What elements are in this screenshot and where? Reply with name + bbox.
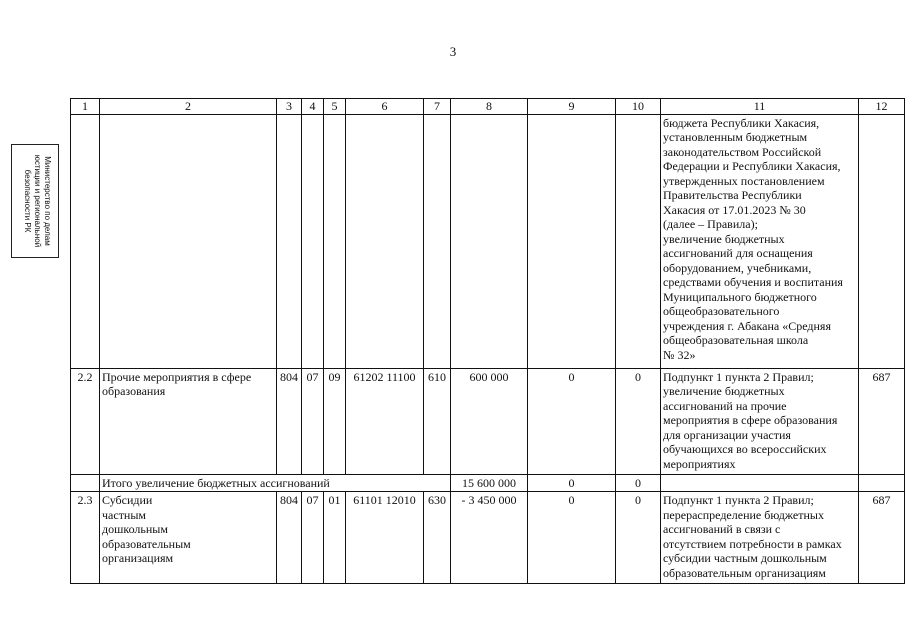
cell-col9: 0 bbox=[528, 368, 616, 474]
column-header: 7 bbox=[424, 99, 451, 115]
row-number: 2.2 bbox=[71, 368, 100, 474]
cell-col10: 0 bbox=[616, 368, 661, 474]
cell-col7: 610 bbox=[424, 368, 451, 474]
column-header: 2 bbox=[100, 99, 277, 115]
stamp-line-3: безопасности РК bbox=[23, 169, 32, 233]
cell-col4: 07 bbox=[302, 368, 324, 474]
cell-col8: - 3 450 000 bbox=[451, 492, 528, 584]
column-header: 11 bbox=[661, 99, 859, 115]
cell-col3: 804 bbox=[277, 368, 302, 474]
justification-text: Подпункт 1 пункта 2 Правил; перераспределение бюджетных ассигнований в связи с отсутствием потребности в рамках субсидии частным дошкольным образовательным организациям bbox=[661, 492, 859, 584]
total-col10: 0 bbox=[616, 474, 661, 492]
column-header: 12 bbox=[859, 99, 905, 115]
cell-col4: 07 bbox=[302, 492, 324, 584]
cell-col5: 09 bbox=[324, 368, 346, 474]
table-row-continuation bbox=[71, 114, 905, 368]
cell-col12: 687 bbox=[859, 492, 905, 584]
registration-stamp bbox=[11, 144, 59, 258]
column-header: 3 bbox=[277, 99, 302, 115]
column-header: 10 bbox=[616, 99, 661, 115]
cell-col3: 804 bbox=[277, 492, 302, 584]
cell-col10: 0 bbox=[616, 492, 661, 584]
cell-col6: 61202 11100 bbox=[346, 368, 424, 474]
cell-col9: 0 bbox=[528, 492, 616, 584]
column-header: 8 bbox=[451, 99, 528, 115]
stamp-line-2: юстиции и региональной bbox=[33, 154, 42, 248]
cell-col12: 687 bbox=[859, 368, 905, 474]
header-row bbox=[71, 99, 905, 115]
table-row-total bbox=[71, 474, 905, 492]
total-col8: 15 600 000 bbox=[451, 474, 528, 492]
page-number: 3 bbox=[449, 44, 457, 59]
row-name: Прочие мероприятия в сфере образования bbox=[100, 368, 277, 474]
justification-text: Подпункт 1 пункта 2 Правил; увеличение бюджетных ассигнований на прочие мероприятия в сфере образования для организации участия обучающихся во всероссийских мероприятиях bbox=[661, 368, 859, 474]
row-number: 2.3 bbox=[71, 492, 100, 584]
total-col9: 0 bbox=[528, 474, 616, 492]
budget-table bbox=[70, 98, 905, 584]
cell-col8: 600 000 bbox=[451, 368, 528, 474]
cell-col7: 630 bbox=[424, 492, 451, 584]
stamp-line-1: Министерство по делам bbox=[43, 156, 52, 246]
table-row-2-2 bbox=[71, 368, 905, 474]
column-header: 5 bbox=[324, 99, 346, 115]
table-row-2-3 bbox=[71, 492, 905, 584]
total-label: Итого увеличение бюджетных ассигнований bbox=[100, 474, 451, 492]
column-header: 4 bbox=[302, 99, 324, 115]
cell-col5: 01 bbox=[324, 492, 346, 584]
column-header: 9 bbox=[528, 99, 616, 115]
cell-col6: 61101 12010 bbox=[346, 492, 424, 584]
justification-text: бюджета Республики Хакасия, установленным бюджетным законодательством Российской Федерации и Республики Хакасия, утвержденных постановлением Правительства Республики Хакасия от 17.01.2023 № 30 (далее – Правила); увеличение бюджетных ассигнований для оснащения оборудованием, учебниками, средствами обучения и воспитания Муниципального бюджетного общеобразовательного учреждения г. Абакана «Средняя общеобразовательная школа № 32» bbox=[661, 114, 859, 368]
column-header: 1 bbox=[71, 99, 100, 115]
column-header: 6 bbox=[346, 99, 424, 115]
row-name: Субсидии частным дошкольным образовательным организациям bbox=[100, 492, 277, 584]
